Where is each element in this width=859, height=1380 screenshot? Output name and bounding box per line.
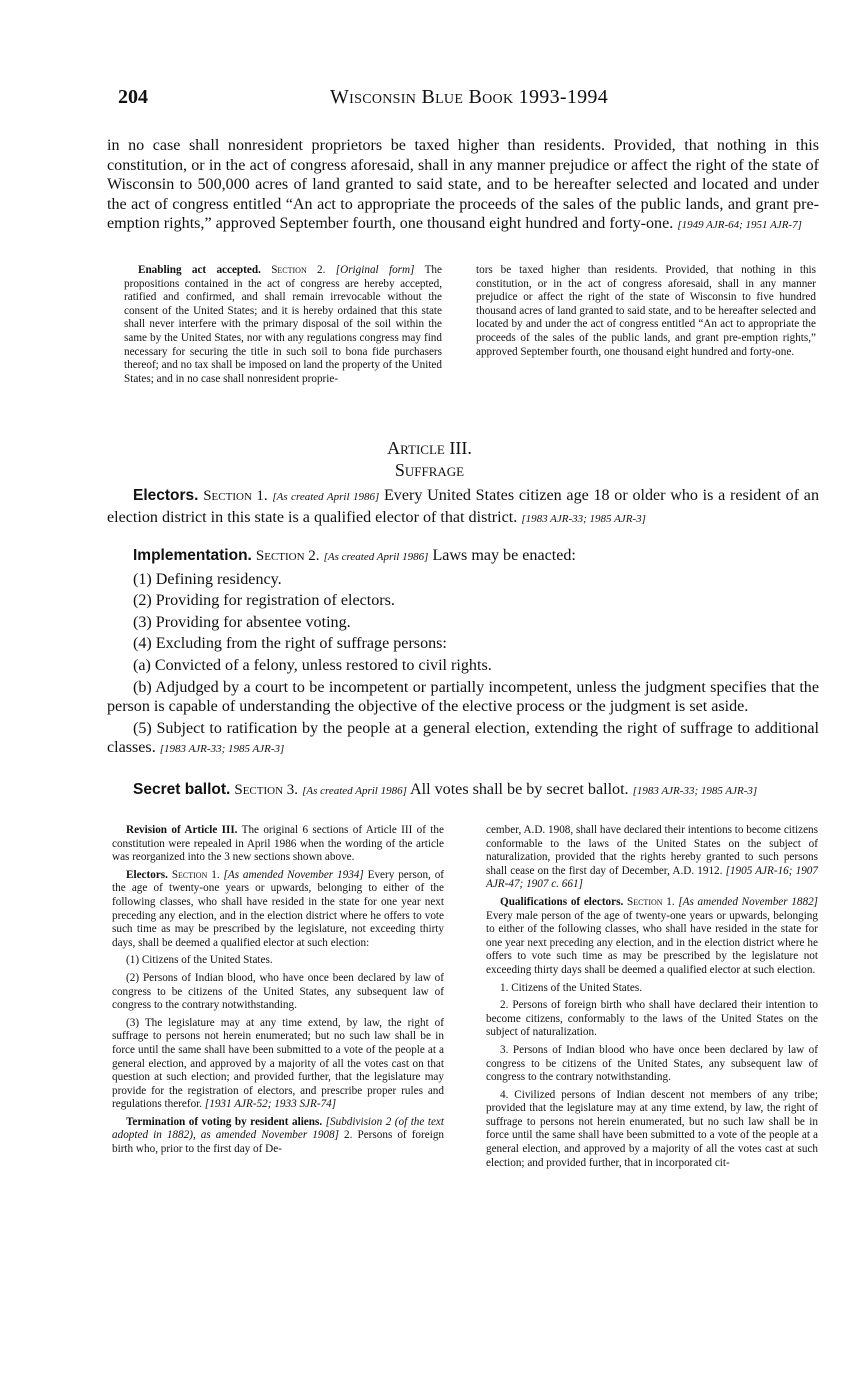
revision-text: The original 6 sections of Article III of the constitution were repealed in April 1986 when the wording of the article was reorganized into the 3 new sections shown above. <box>112 824 444 864</box>
electors-heading: Electors. <box>133 487 199 504</box>
enabling-note-right-text: tors be taxed higher than residents. Provided, that nothing in this constitution, or in the act of congress aforesaid, shall in any manner prejudice or affect the right of the state of Wisconsin to five hundred thousand acres of land granted to said state, and to be hereafter selected and located by and under the act of congress entitled “An act to appropriate the proceeds of the sales of the public lands, and grant pre-emption rights,” approved September fourth, one thousand eight hundred and forty-one. <box>476 264 816 358</box>
implementation-citation: [1983 AJR-33; 1985 AJR-3] <box>159 743 285 756</box>
top-paragraph-text: in no case shall nonresident proprietors be taxed higher than residents. Provided, that nothing in this constitution, or in the act of congress aforesaid, shall in any manner prejudice or affect the right of the state of Wisconsin to 500,000 acres of land granted to said state, and to be hereafter selected and located and under the act of congress entitled “An act to appropriate the proceeds of the sales of the public lands, and grant pre-emption rights,” approved September fourth, one thousand eight hundred and forty-one. <box>107 137 819 233</box>
implementation-created: [As created April 1986] <box>323 551 429 563</box>
termination-note: [Subdivision 2 (of the text adopted in 1882), as amended November 1908] <box>112 1115 445 1142</box>
secret-ballot-citation: [1983 AJR-33; 1985 AJR-3] <box>632 785 758 797</box>
old-electors-text: Every person, of the age of twenty-one years or upwards, belonging to either of the following classes, who shall have resided in the state for one year next preceding any election, and in the election district where he offers to vote such time as may be prescribed by the legislature, not exceeding thirty days, shall be deemed a qualified elector at such election: <box>112 868 445 949</box>
old-electors-lead: Electors. <box>126 868 168 881</box>
right-history-notes <box>486 824 818 1174</box>
enabling-note-form: [Original form] <box>335 264 415 276</box>
continuation-text: cember, A.D. 1908, shall have declared their intentions to become citizens conformable to the laws of the United States on the subject of naturalization, provided that the rights hereby granted to such persons shall cease on the first day of December, A.D. 1912. <box>486 824 818 877</box>
termination-text: 2. Persons of foreign birth who, prior to the first day of De- <box>112 1129 445 1156</box>
enabling-note-right <box>476 264 816 363</box>
qualifications-item2: 2. Persons of foreign birth who shall have declared their intention to become citizens, conformably to the laws of the United States on the subject of naturalization. <box>486 999 818 1039</box>
revision-lead: Revision of Article III. <box>126 824 238 836</box>
implementation-section <box>107 546 819 760</box>
electors-section <box>107 486 819 529</box>
qualifications-item3: 3. Persons of Indian blood who have once been declared by law of congress to be citizens of the United States, any subsequent law of congress to the contrary notwithstanding. <box>486 1043 818 1084</box>
implementation-item: (3) Providing for absentee voting. <box>133 613 351 631</box>
secret-ballot-created: [As created April 1986] <box>302 785 407 797</box>
continuation-cite: [1905 AJR-16; 1907 AJR-47; 1907 c. 661] <box>486 864 818 891</box>
secret-ballot-section <box>107 780 819 802</box>
termination-lead: Termination of voting by resident aliens. <box>126 1115 323 1128</box>
electors-section-label: Section 1. <box>203 488 268 504</box>
old-electors-amended: [As amended November 1934] <box>223 868 364 881</box>
article-number: Article III. <box>387 438 472 458</box>
secret-ballot-heading: Secret ballot. <box>133 781 231 798</box>
old-electors-item1: (1) Citizens of the United States. <box>126 954 273 967</box>
electors-text: Every United States citizen age 18 or older who is a resident of an election district in this state is a qualified elector of that district. <box>107 487 819 526</box>
qualifications-amended: [As amended November 1882] <box>678 895 819 908</box>
article-title: Suffrage <box>394 460 465 480</box>
enabling-note-left-text: The propositions contained in the act of congress are hereby accepted, ratified and confirmed, and shall remain irrevocable without the consent of the United States; and it is hereby ordained that this state shall never interfere with the primary disposal of the soil within the same by the United States, nor with any regulations congress may find necessary for securing the title in such soil to bona fide purchasers thereof; and no tax shall be imposed on land the property of the United States; and in no case shall nonresident proprie- <box>124 264 442 385</box>
implementation-section-label: Section 2. <box>255 548 320 564</box>
implementation-item: (4) Excluding from the right of suffrage persons: <box>133 635 447 653</box>
qualifications-item1: 1. Citizens of the United States. <box>500 981 642 994</box>
enabling-note-lead: Enabling act accepted. <box>138 264 261 276</box>
electors-created: [As created April 1986] <box>272 491 380 503</box>
old-electors-item3: (3) The legislature may at any time extend, by law, the right of suffrage to persons not herein enumerated; but no such law shall be in force until the same shall have been submitted to a vote of the people at a general election, and approved by a majority of all the votes cast on that question at such election; and provided further, that the legislature may provide for the registration of electors, and prescribe proper rules and regulations therefor. <box>112 1016 444 1111</box>
enabling-note-left <box>124 264 442 390</box>
secret-ballot-text: All votes shall be by secret ballot. <box>410 781 629 798</box>
left-history-notes <box>112 824 444 1161</box>
implementation-item: (2) Providing for registration of electors. <box>133 592 395 610</box>
qualifications-section: Section 1. <box>626 895 675 908</box>
electors-citation: [1983 AJR-33; 1985 AJR-3] <box>521 512 646 525</box>
implementation-item-b: (b) Adjudged by a court to be incompetent or partially incompetent, unless the judgment specifies that the person is capable of understanding the objective of the elective process or the judgment is set aside. <box>107 678 819 716</box>
secret-ballot-section-label: Section 3. <box>234 782 299 798</box>
enabling-note-section: Section 2. <box>271 264 326 276</box>
qualifications-text: Every male person of the age of twenty-one years or upwards, belonging to either of the following classes, who shall have resided in the state for one year next preceding any election, and in the election district where he offers to vote such time as may be prescribed by the legislature not exceeding thirty days shall be deemed a qualified elector at such election. <box>486 909 818 976</box>
qualifications-item4: 4. Civilized persons of Indian descent not members of any tribe; provided that the legislature may at any time extend, by law, the right of suffrage to persons not herein enumerated, but no such law shall be in force until the same shall have been submitted to a vote of the people at a general election, and approved by a majority of all the votes cast at such election; and provided further, that in incorporated cit- <box>486 1088 818 1169</box>
old-electors-item3-cite: [1931 AJR-52; 1933 SJR-74] <box>204 1098 337 1111</box>
top-paragraph-citation: [1949 AJR-64; 1951 AJR-7] <box>677 219 802 232</box>
implementation-heading: Implementation. <box>133 547 252 564</box>
page-number: 204 <box>118 86 148 108</box>
old-electors-section: Section 1. <box>171 868 220 881</box>
implementation-text: Laws may be enacted: <box>432 547 576 564</box>
page-header <box>118 86 758 116</box>
implementation-item: (1) Defining residency. <box>133 570 282 588</box>
top-paragraph <box>107 136 819 236</box>
implementation-item-5: (5) Subject to ratification by the people at a general election, extending the right of suffrage to additional classes. <box>107 719 819 757</box>
running-title: Wisconsin Blue Book 1993-1994 <box>330 86 609 108</box>
old-electors-item2: (2) Persons of Indian blood, who have once been declared by law of congress to be citizens of the United States, any subsequent law of congress to the contrary notwithstanding. <box>112 971 444 1012</box>
qualifications-lead: Qualifications of electors. <box>500 895 624 908</box>
implementation-item: (a) Convicted of a felony, unless restored to civil rights. <box>133 656 492 674</box>
